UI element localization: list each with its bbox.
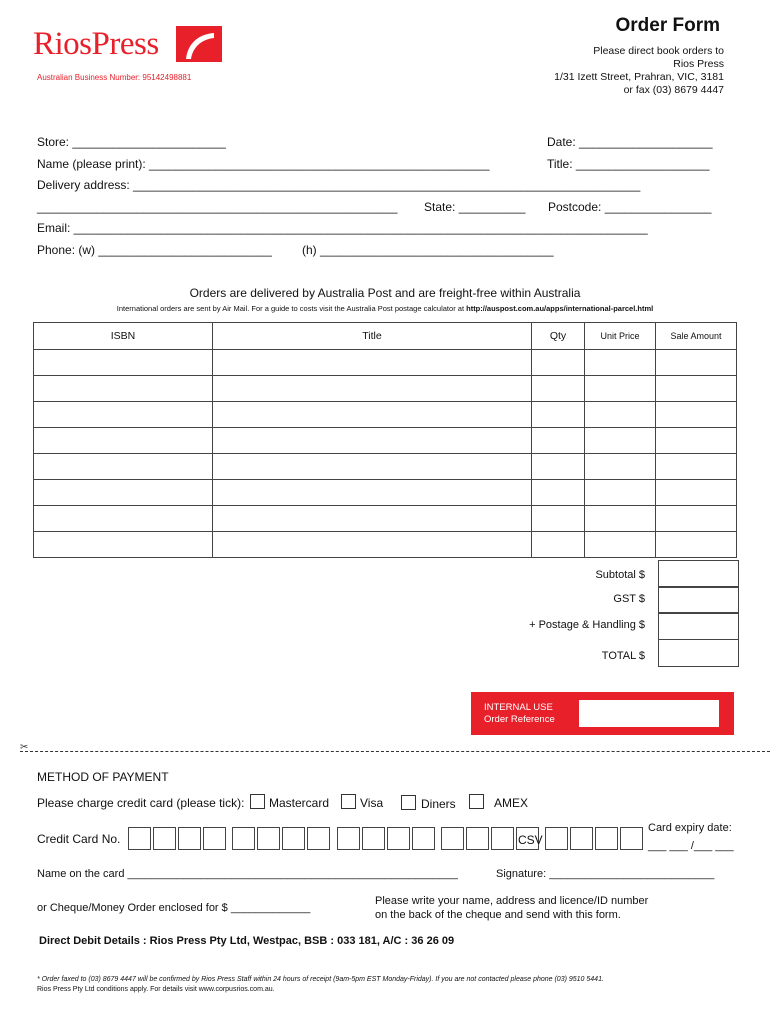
sale-amount-cell[interactable] xyxy=(656,532,737,558)
isbn-cell[interactable] xyxy=(34,480,213,506)
col-title: Title xyxy=(213,323,532,350)
delivery-address-field[interactable]: Delivery address: ____________________________________________________________________________ xyxy=(37,178,641,192)
table-row xyxy=(34,506,737,532)
cheque-amount-field[interactable]: or Cheque/Money Order enclosed for $ _____________ xyxy=(37,902,311,914)
col-unit-price: Unit Price xyxy=(585,323,656,350)
table-row xyxy=(34,480,737,506)
unit-price-cell[interactable] xyxy=(585,506,656,532)
mastercard-label: Mastercard xyxy=(269,796,330,810)
scissors-icon: ✂ xyxy=(20,742,29,753)
visa-checkbox[interactable] xyxy=(341,794,356,809)
address-line: Rios Press xyxy=(673,58,724,70)
sale-amount-cell[interactable] xyxy=(656,454,737,480)
sale-amount-cell[interactable] xyxy=(656,480,737,506)
title-cell[interactable] xyxy=(213,402,532,428)
signature-field[interactable]: Signature: ___________________________ xyxy=(496,868,715,880)
cc-digit-box[interactable] xyxy=(466,827,489,850)
qty-cell[interactable] xyxy=(532,350,585,376)
unit-price-cell[interactable] xyxy=(585,480,656,506)
col-qty: Qty xyxy=(532,323,585,350)
international-notice-text: International orders are sent by Air Mail. For a guide to costs visit the Australia Post postage calculator at xyxy=(116,304,467,313)
total-label: TOTAL $ xyxy=(601,650,645,662)
cc-digit-box[interactable] xyxy=(153,827,176,850)
diners-checkbox[interactable] xyxy=(401,795,416,810)
qty-cell[interactable] xyxy=(532,480,585,506)
state-field[interactable]: State: __________ xyxy=(424,200,526,214)
postal-address xyxy=(554,45,724,97)
cc-digit-box[interactable] xyxy=(203,827,226,850)
unit-price-cell[interactable] xyxy=(585,376,656,402)
col-sale-amount: Sale Amount xyxy=(656,323,737,350)
col-isbn: ISBN xyxy=(34,323,213,350)
phone-work-field[interactable]: Phone: (w) __________________________ xyxy=(37,243,272,257)
mastercard-checkbox[interactable] xyxy=(250,794,265,809)
table-row xyxy=(34,428,737,454)
postage-box[interactable] xyxy=(658,612,739,640)
sale-amount-cell[interactable] xyxy=(656,506,737,532)
date-field[interactable]: Date: ____________________ xyxy=(547,135,713,149)
isbn-cell[interactable] xyxy=(34,402,213,428)
subtotal-label: Subtotal $ xyxy=(595,569,645,581)
amex-checkbox[interactable] xyxy=(469,794,484,809)
phone-home-field[interactable]: (h) ___________________________________ xyxy=(302,243,554,257)
cc-digit-box[interactable] xyxy=(412,827,435,850)
title-cell[interactable] xyxy=(213,454,532,480)
sale-amount-cell[interactable] xyxy=(656,350,737,376)
cheque-note xyxy=(375,894,648,922)
logo-mark-icon xyxy=(176,26,222,62)
diners-label: Diners xyxy=(421,797,456,811)
qty-cell[interactable] xyxy=(532,532,585,558)
direct-debit-details: Direct Debit Details : Rios Press Pty Ltd, Westpac, BSB : 033 181, A/C : 36 26 09 xyxy=(39,935,455,947)
gst-box[interactable] xyxy=(658,586,739,614)
form-title: Order Form xyxy=(615,15,720,36)
unit-price-cell[interactable] xyxy=(585,428,656,454)
cc-digit-box[interactable] xyxy=(257,827,280,850)
internal-use-label xyxy=(484,702,555,726)
order-reference-line: Order Reference xyxy=(484,714,555,725)
name-field[interactable]: Name (please print): ___________________________________________________ xyxy=(37,157,490,171)
delivery-notice: Orders are delivered by Australia Post and are freight-free within Australia xyxy=(189,286,581,300)
csv-digit-box[interactable] xyxy=(570,827,593,850)
cc-digit-box[interactable] xyxy=(282,827,305,850)
cc-digit-box[interactable] xyxy=(307,827,330,850)
isbn-cell[interactable] xyxy=(34,506,213,532)
table-row xyxy=(34,376,737,402)
unit-price-cell[interactable] xyxy=(585,532,656,558)
title-cell[interactable] xyxy=(213,506,532,532)
title-cell[interactable] xyxy=(213,350,532,376)
csv-digit-box[interactable] xyxy=(620,827,643,850)
email-field[interactable]: Email: ______________________________________________________________________________________ xyxy=(37,221,648,235)
qty-cell[interactable] xyxy=(532,376,585,402)
logo-curve-icon xyxy=(176,26,222,62)
sale-amount-cell[interactable] xyxy=(656,428,737,454)
gst-label: GST $ xyxy=(613,593,645,605)
title-field[interactable]: Title: ____________________ xyxy=(547,157,710,171)
visa-label: Visa xyxy=(360,796,384,810)
qty-cell[interactable] xyxy=(532,454,585,480)
csv-label: CSV xyxy=(518,833,543,847)
table-row xyxy=(34,454,737,480)
amex-label: AMEX xyxy=(494,796,529,810)
international-notice xyxy=(0,304,770,313)
cut-line xyxy=(20,751,770,752)
title-cell[interactable] xyxy=(213,428,532,454)
unit-price-cell[interactable] xyxy=(585,402,656,428)
cc-digit-box[interactable] xyxy=(337,827,360,850)
card-expiry-label: Card expiry date: xyxy=(648,822,732,834)
sale-amount-cell[interactable] xyxy=(656,376,737,402)
charge-card-label: Please charge credit card (please tick): xyxy=(37,796,245,810)
order-items-table xyxy=(33,322,737,558)
card-expiry-field[interactable]: ___ ___ /___ ___ xyxy=(648,840,734,852)
cc-digit-box[interactable] xyxy=(178,827,201,850)
cc-digit-box[interactable] xyxy=(441,827,464,850)
credit-card-number-boxes xyxy=(128,827,541,855)
footnote-line: Rios Press Pty Ltd conditions apply. For details visit www.corpusrios.com.au. xyxy=(37,986,275,993)
csv-digit-box[interactable] xyxy=(595,827,618,850)
footnote xyxy=(37,975,604,995)
isbn-cell[interactable] xyxy=(34,454,213,480)
unit-price-cell[interactable] xyxy=(585,454,656,480)
order-reference-field[interactable] xyxy=(579,700,719,727)
isbn-cell[interactable] xyxy=(34,428,213,454)
postage-label: + Postage & Handling $ xyxy=(529,619,645,631)
title-cell[interactable] xyxy=(213,480,532,506)
qty-cell[interactable] xyxy=(532,402,585,428)
isbn-cell[interactable] xyxy=(34,350,213,376)
postcode-field[interactable]: Postcode: ________________ xyxy=(548,200,712,214)
cc-digit-box[interactable] xyxy=(387,827,410,850)
table-row xyxy=(34,402,737,428)
table-row xyxy=(34,350,737,376)
abn-text: Australian Business Number: 95142498881 xyxy=(37,73,192,82)
title-cell[interactable] xyxy=(213,376,532,402)
title-cell[interactable] xyxy=(213,532,532,558)
csv-digit-box[interactable] xyxy=(545,827,568,850)
qty-cell[interactable] xyxy=(532,428,585,454)
payment-heading: METHOD OF PAYMENT xyxy=(37,770,169,784)
name-on-card-field[interactable]: Name on the card ______________________________________________________ xyxy=(37,868,458,880)
table-row xyxy=(34,532,737,558)
cc-digit-box[interactable] xyxy=(232,827,255,850)
total-box[interactable] xyxy=(658,639,739,667)
isbn-cell[interactable] xyxy=(34,376,213,402)
isbn-cell[interactable] xyxy=(34,532,213,558)
address-line: or fax (03) 8679 4447 xyxy=(623,84,724,96)
internal-use-line: INTERNAL USE xyxy=(484,702,553,713)
unit-price-cell[interactable] xyxy=(585,350,656,376)
qty-cell[interactable] xyxy=(532,506,585,532)
subtotal-box[interactable] xyxy=(658,560,739,588)
brand-logo: RiosPress xyxy=(33,26,159,62)
csv-boxes xyxy=(545,827,645,855)
cc-digit-box[interactable] xyxy=(491,827,514,850)
cc-digit-box[interactable] xyxy=(128,827,151,850)
address-line: Please direct book orders to xyxy=(593,45,724,57)
credit-card-label: Credit Card No. xyxy=(37,832,121,846)
address-line: 1/31 Izett Street, Prahran, VIC, 3181 xyxy=(554,71,724,83)
sale-amount-cell[interactable] xyxy=(656,402,737,428)
postage-calculator-link[interactable]: http://auspost.com.au/apps/international-parcel.html xyxy=(466,304,654,313)
delivery-address-line2[interactable]: ______________________________________________________ xyxy=(37,200,398,214)
cc-digit-box[interactable] xyxy=(362,827,385,850)
footnote-line: * Order faxed to (03) 8679 4447 will be confirmed by Rios Press Staff within 24 hours of receipt (9am-5pm EST Monday-Friday). If you are not contacted please phone (03) 9510 5441. xyxy=(37,976,604,983)
cheque-note-line: Please write your name, address and licence/ID number xyxy=(375,895,649,907)
cheque-note-line: on the back of the cheque and send with this form. xyxy=(375,909,621,921)
store-field[interactable]: Store: _______________________ xyxy=(37,135,226,149)
